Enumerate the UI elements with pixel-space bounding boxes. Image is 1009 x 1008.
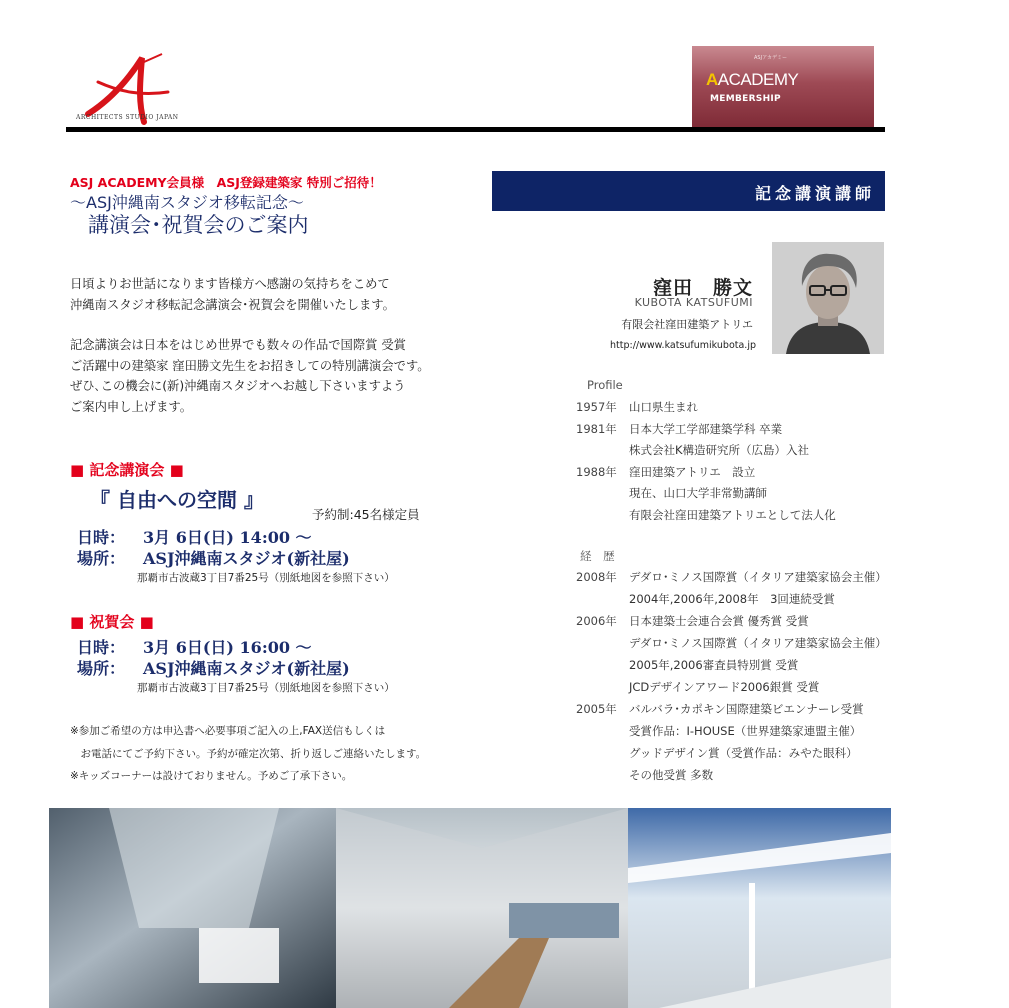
architecture-photos: [49, 808, 891, 1008]
header-rule: [66, 127, 885, 132]
lecture-place-value: ASJ沖縄南スタジオ(新社屋): [143, 549, 350, 568]
academy-small-label: ASJアカデミー: [754, 55, 788, 61]
profile-heading: Profile: [587, 378, 623, 392]
academy-name-rest: ACADEMY: [717, 70, 799, 89]
profile-entry: 日本大学工学部建築学科 卒業: [629, 421, 783, 436]
party-heading: ■ 祝賀会 ■: [70, 613, 154, 631]
intro-line: 日頃よりお世話になります皆様方へ感謝の気持ちをこめて: [70, 277, 390, 291]
academy-membership-badge: [692, 46, 874, 128]
lecture-date-label: 日時：: [77, 528, 126, 547]
lecture-title: 『 自由への空間 』: [90, 488, 264, 512]
lecture-reservation: 予約制:45名様定員: [312, 507, 420, 522]
note-line: お電話にてご予約下さい。予約が確定次第、折り返しご連絡いたします。: [70, 748, 427, 760]
speaker-url[interactable]: http://www.katsufumikubota.jp: [610, 340, 756, 351]
photo-terrace: [628, 808, 891, 1008]
profile-entry: 有限会社窪田建築アトリエとして法人化: [629, 507, 836, 522]
speaker-banner-title: 記念講演講師: [754, 184, 875, 203]
career-year: 2006年: [576, 614, 617, 628]
photo-bathroom: [49, 808, 336, 1008]
party-place-label: 場所：: [77, 659, 126, 678]
career-year: 2008年: [576, 570, 617, 584]
party-place-value: ASJ沖縄南スタジオ(新社屋): [143, 659, 350, 678]
profile-year: 1957年: [576, 400, 617, 414]
party-date-value: 3月 6日(日) 16:00 ～: [143, 638, 312, 657]
academy-name-a: A: [706, 70, 718, 89]
profile-year: 1981年: [576, 421, 617, 436]
profile-year: 1988年: [576, 464, 617, 479]
invite-line: ASJ ACADEMY会員様 ASJ登録建築家 特別ご招待！: [70, 175, 382, 190]
detail-line: ご活躍中の建築家 窪田勝文先生をお招きしての特別講演会です。: [70, 358, 430, 373]
career-entry: 2004年,2006年,2008年 3回連続受賞: [629, 592, 835, 606]
lecture-heading: ■ 記念講演会 ■: [70, 461, 184, 479]
logo-caption: ARCHITECTS STUDIO JAPAN: [76, 114, 179, 121]
party-address: 那覇市古波蔵3丁目7番25号（別紙地図を参照下さい）: [137, 682, 395, 694]
profile-entry: 窪田建築アトリエ 設立: [629, 464, 756, 479]
photo-corridor: [336, 808, 628, 1008]
profile-entry: 株式会社K構造研究所（広島）入社: [629, 443, 810, 457]
academy-membership-label: MEMBERSHIP: [710, 94, 781, 104]
career-heading: 経 歴: [580, 549, 619, 563]
detail-line: 記念講演会は日本をはじめ世界でも数々の作品で国際賞 受賞: [70, 338, 406, 352]
speaker-name: 窪田 勝文: [652, 277, 753, 299]
speaker-firm: 有限会社窪田建築アトリエ: [621, 318, 753, 331]
career-entry: バルバラ･カポキン国際建築ビエンナーレ受賞: [629, 702, 864, 716]
profile-entry: 現在、山口大学非常勤講師: [629, 486, 767, 500]
party-date-label: 日時：: [77, 638, 126, 657]
career-entry: デダロ･ミノス国際賞（イタリア建築家協会主催）: [629, 570, 887, 584]
lecture-date-value: 3月 6日(日) 14:00 ～: [143, 528, 312, 547]
profile-entry: 山口県生まれ: [629, 400, 698, 414]
academy-name: [706, 70, 798, 90]
career-entry: その他受賞 多数: [629, 768, 714, 782]
speaker-name-roman: KUBOTA KATSUFUMI: [634, 296, 753, 309]
sub-title: ～ASJ沖縄南スタジオ移転記念～: [70, 193, 304, 212]
career-entry: 受賞作品：I-HOUSE（世界建築家連盟主催）: [629, 724, 862, 738]
detail-paragraph: [70, 335, 430, 417]
intro-paragraph: [70, 274, 395, 315]
career-entry: グッドデザイン賞（受賞作品：みやた眼科）: [629, 746, 858, 760]
note-line: ※キッズコーナーは設けておりません。予めご了承下さい。: [70, 770, 353, 782]
career-entry: 2005年,2006審査員特別賞 受賞: [629, 658, 799, 672]
lecture-address: 那覇市古波蔵3丁目7番25号（別紙地図を参照下さい）: [137, 572, 395, 584]
detail-line: ぜひ､この機会に(新)沖縄南スタジオへお越し下さいますよう: [70, 379, 406, 393]
speaker-portrait: [772, 242, 884, 354]
intro-line: 沖縄南スタジオ移転記念講演会･祝賀会を開催いたします。: [70, 297, 395, 312]
career-entry: デダロ･ミノス国際賞（イタリア建築家協会主催）: [629, 636, 887, 650]
career-entry: JCDデザインアワード2006銀賞 受賞: [629, 680, 820, 694]
lecture-place-label: 場所：: [77, 549, 126, 568]
speaker-banner: [492, 171, 885, 211]
page-title: 講演会･祝賀会のご案内: [88, 213, 309, 237]
note-line: ※参加ご希望の方は申込書へ必要事項ご記入の上,FAX送信もしくは: [70, 725, 386, 737]
career-year: 2005年: [576, 702, 617, 716]
detail-line: ご案内申し上げます。: [70, 399, 192, 414]
career-entry: 日本建築士会連合会賞 優秀賞 受賞: [629, 614, 809, 628]
